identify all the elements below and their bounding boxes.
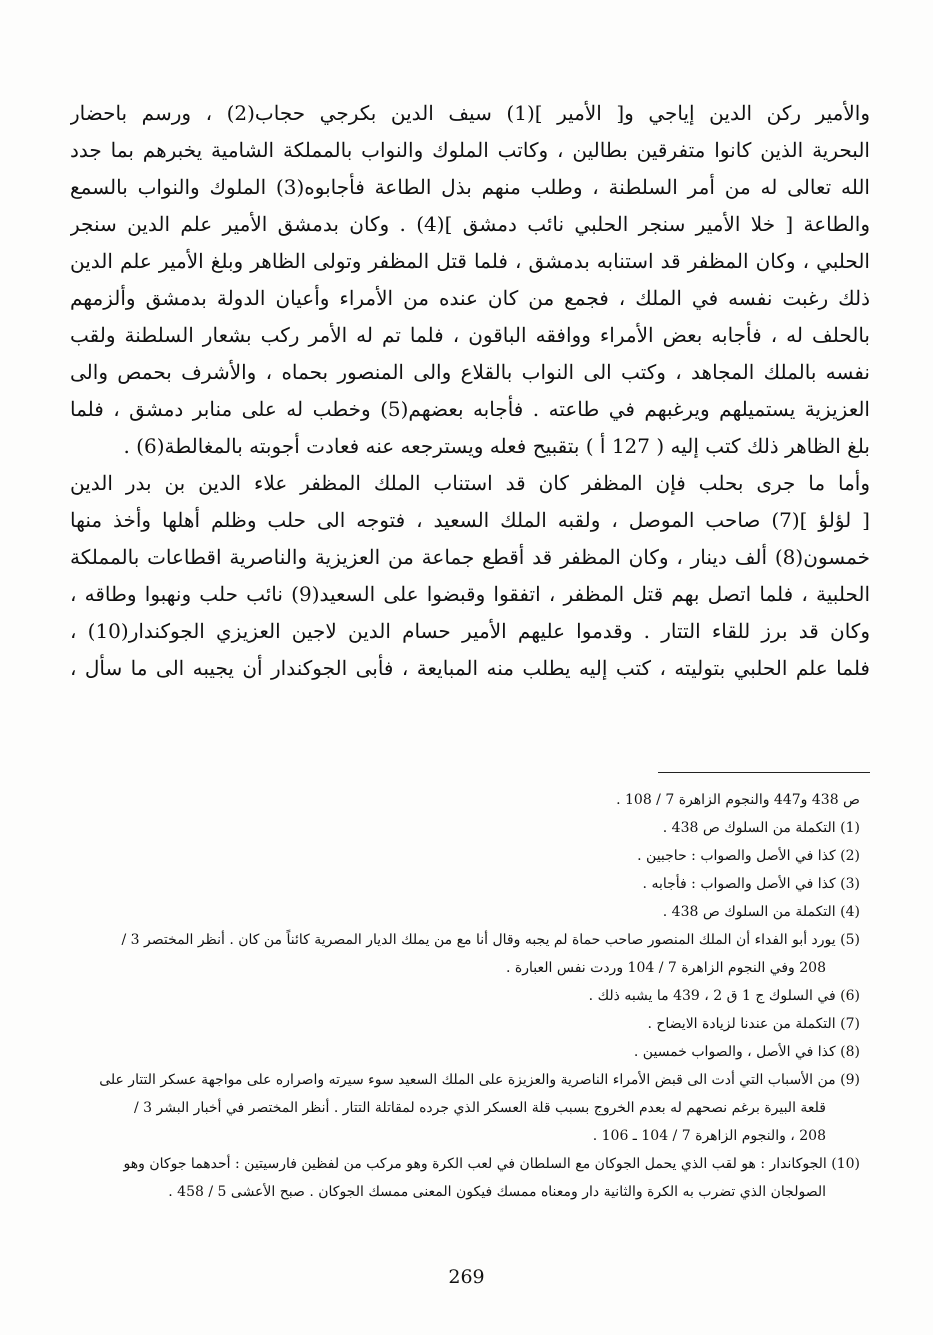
footnote-text: كذا في الأصل والصواب : حاجبين . [637, 848, 836, 864]
footnote-text: 208 ، والنجوم الزاهرة 7 / 104 ـ 106 . [592, 1128, 826, 1144]
footnote-text: الصولجان الذي تضرب به الكرة والثانية دار ومعناه ممسك فيكون المعنى ممسك الجوكان . صبح الأعشى 5 / 458 . [168, 1184, 826, 1200]
footnote-text: 208 وفي النجوم الزاهرة 7 / 104 وردت نفس العبارة . [506, 960, 826, 976]
footnote-10 [70, 1150, 860, 1206]
footnote-text: كذا في الأصل والصواب : فأجابه . [642, 876, 836, 892]
footnote-text: كذا في الأصل ، والصواب خمسين . [633, 1044, 836, 1060]
footnote-1 [70, 814, 860, 842]
text-line: العزيزية يستميلهم ويرغبهم في طاعته . فأجابه بعضهم(5) وخطب له على منابر دمشق ، فلما [70, 397, 870, 421]
footnote-text: قلعة البيرة برغم نصحهم له بعدم الخروج بسبب قلة العسكر الذي جرده لمقاتلة التتار . أنظر المختصر في أخبار البشر 3 / [133, 1100, 826, 1116]
text-line: والطاعة [ خلا الأمير سنجر الحلبي نائب دمشق ](4) . وكان بدمشق الأمير علم الدين سنجر [70, 212, 870, 236]
text-line: ذلك رغبت نفسه في الملك ، فجمع من كان عنده من الأمراء وأعيان الدولة بدمشق وألزمهم [70, 286, 870, 310]
page-number: 269 [448, 1266, 485, 1288]
text-line: الله تعالى له من أمر السلطنة ، وطلب منهم بذل الطاعة فأجابوه(3) الملوك والنواب بالسمع [70, 175, 870, 199]
footnote-continuation [70, 786, 860, 814]
footnote-number: (1) [840, 820, 860, 836]
footnote-text: يورد أبو الفداء أن الملك المنصور صاحب حماة لم يجبه وقال أنا مع من يملك الديار المصرية كائناً من كان . أنظر المختصر 3 / [121, 932, 836, 948]
footnote-number: (7) [840, 1016, 860, 1032]
footnote-text: في السلوك ج 1 ق 2 ، 439 ما يشبه ذلك . [588, 988, 836, 1004]
footnote-separator [658, 772, 870, 773]
footnote-text: الجوكاندار : هو لقب الذي يحمل الجوكان مع السلطان في لعب الكرة وهو مركب من لفظين فارسيتين : أحدهما جوكان وهو [123, 1156, 827, 1172]
text-line: بلغ الظاهر ذلك كتب إليه ( 127 أ ) بتقبيح فعله ويسترجعه عنه فعادت أجوبته بالمغالطة(6) . [123, 434, 870, 458]
footnote-4 [70, 898, 860, 926]
footnote-number: (8) [840, 1044, 860, 1060]
footnote-6 [70, 982, 860, 1010]
footnote-number: (2) [840, 848, 860, 864]
footnotes [70, 786, 860, 1206]
footnote-text: التكملة من السلوك ص 438 . [662, 904, 836, 920]
footnote-number: (5) [840, 932, 860, 948]
main-text [70, 95, 870, 687]
footnote-8 [70, 1038, 860, 1066]
footnote-3 [70, 870, 860, 898]
footnote-5 [70, 926, 860, 982]
footnote-number: (10) [831, 1156, 860, 1172]
footnote-text: ص 438 و447 والنجوم الزاهرة 7 / 108 . [616, 792, 860, 808]
footnote-9 [70, 1066, 860, 1150]
footnote-2 [70, 842, 860, 870]
footnote-number: (4) [840, 904, 860, 920]
text-line: خمسون(8) ألف دينار ، وكان المظفر قد أقطع جماعة من العزيزية والناصرية اقطاعات بالمملكة [70, 545, 870, 569]
text-line: البحرية الذين كانوا متفرقين بطالين ، وكاتب الملوك والنواب بالمملكة الشامية يخبرهم بما جدد [70, 138, 870, 162]
footnote-text: التكملة من السلوك ص 438 . [662, 820, 836, 836]
footnote-text: التكملة من عندنا لزيادة الايضاح . [647, 1016, 836, 1032]
footnote-number: (9) [840, 1072, 860, 1088]
text-line: وكان قد برز للقاء التتار . وقدموا عليهم الأمير حسام الدين لاجين العزيزي الجوكندار(10) ، [70, 619, 870, 643]
footnote-7 [70, 1010, 860, 1038]
footnote-text: من الأسباب التي أدت الى قبض الأمراء الناصرية والعزيزة على الملك السعيد سوء سيرته واصراره على مواجهة عسكر التتار على [99, 1072, 836, 1088]
text-line: فلما علم الحلبي بتوليته ، كتب إليه يطلب منه المبايعة ، فأبى الجوكندار أن يجيبه الى ما سأل ، [70, 656, 870, 680]
text-line: نفسه بالملك المجاهد ، وكتب الى النواب بالقلاع والى المنصور بحماه ، والأشرف بحمص والى [70, 360, 870, 384]
text-line: الحلبية ، فلما اتصل بهم قتل المظفر ، اتفقوا وقبضوا على السعيد(9) نائب حلب ونهبوا وطاقه ، [70, 582, 870, 606]
text-line: والأمير ركن الدين إياجي و[ الأمير ](1) سيف الدين بكرجي حجاب(2) ، ورسم باحضار [70, 101, 870, 125]
text-line: الحلبي ، وكان المظفر قد استنابه بدمشق ، فلما قتل المظفر وتولى الظاهر وبلغ الأمير علم الدين [70, 249, 870, 273]
footnote-number: (6) [840, 988, 860, 1004]
text-line: [ لؤلؤ ](7) صاحب الموصل ، ولقبه الملك السعيد ، فتوجه الى حلب وظلم أهلها وأخذ منها [70, 508, 870, 532]
text-line: وأما ما جرى بحلب فإن المظفر كان قد استناب الملك المظفر علاء الدين بن بدر الدين [70, 471, 870, 495]
text-line: بالحلف له ، فأجابه بعض الأمراء ووافقه الباقون ، فلما تم له الأمر ركب بشعار السلطنة ولقب [70, 323, 870, 347]
footnote-number: (3) [840, 876, 860, 892]
